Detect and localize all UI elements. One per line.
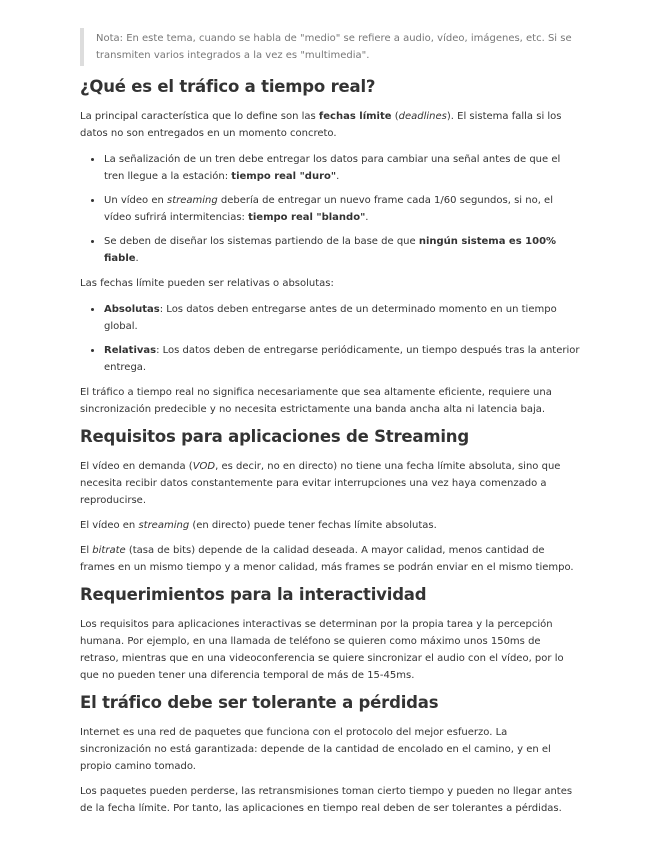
note-blockquote (80, 28, 581, 66)
text-run: Se deben de diseñar los sistemas partiendo de la base de que (104, 236, 419, 247)
text-run: (en directo) puede tener fechas límite absolutas. (189, 520, 437, 531)
realtime-intro-paragraph (80, 108, 581, 142)
note-text: Nota: En este tema, cuando se habla de "medio" se refiere a audio, vídeo, imágenes, etc. Si se transmiten varios integrados a la vez es "multimedia". (96, 33, 572, 61)
bold-hard-realtime: tiempo real "duro" (231, 171, 337, 182)
text-run: : Los datos deben entregarse antes de un determinado momento en un tiempo global. (104, 304, 557, 332)
text-run: . (135, 253, 139, 264)
realtime-closing-paragraph: El tráfico a tiempo real no significa necesariamente que sea altamente eficiente, requiere una sincronización predecible y no necesita estrictamente una banda ancha alta ni latencia baja. (80, 387, 552, 415)
internet-paragraph: Internet es una red de paquetes que funciona con el protocolo del mejor esfuerzo. La sincronización no está garantizada: depende de la cantidad de encolado en el camino, y en el propio camino tomado. (80, 727, 551, 772)
text-run: : Los datos deben de entregarse periódicamente, un tiempo después tras la anterior entrega. (104, 345, 580, 373)
text-run: La señalización de un tren debe entregar los datos para cambiar una señal antes de que el tren llegue a la estación: (104, 154, 561, 182)
bold-no-system-reliable: ningún sistema es 100% fiable (104, 236, 557, 264)
italic-vod: VOD (192, 461, 216, 472)
italic-streaming: streaming (167, 195, 218, 206)
bold-relativas: Relativas (104, 345, 157, 356)
section-title-realtime: ¿Qué es el tráfico a tiempo real? (80, 77, 376, 96)
live-streaming-paragraph (80, 517, 581, 534)
bold-fechas-limite: fechas límite (318, 111, 392, 122)
packet-loss-paragraph: Los paquetes pueden perderse, las retransmisiones toman cierto tiempo y pueden no llegar antes de la fecha límite. Por tanto, las aplicaciones en tiempo real deben de ser tolerantes a pérdidas. (80, 786, 573, 814)
list-item (104, 191, 581, 226)
text-run: Un vídeo en (104, 195, 167, 206)
text-run: ( (391, 111, 399, 122)
text-run: ). El sistema falla si los datos no son entregados en un momento concreto. (80, 111, 562, 139)
text-run: El (80, 545, 93, 556)
interactivity-paragraph: Los requisitos para aplicaciones interactivas se determinan por la propia tarea y la percepción humana. Por ejemplo, en una llamada de teléfono se quieren como máximo unos 150ms de retraso, mientras que en una videoconferencia se quiere sincronizar el audio con el vídeo, por lo que no pueden tener una diferencia temporal de más de 15-45ms. (80, 619, 564, 681)
deadline-types-intro: Las fechas límite pueden ser relativas o absolutas: (80, 278, 334, 289)
text-run: El vídeo en (80, 520, 139, 531)
deadline-types-list (80, 300, 581, 376)
list-item (104, 341, 581, 376)
text-run: (tasa de bits) depende de la calidad deseada. A mayor calidad, menos cantidad de frames en un mismo tiempo y a menor calidad, más frames se podrán enviar en el mismo tiempo. (80, 545, 574, 573)
list-item (104, 300, 581, 335)
section-title-streaming: Requisitos para aplicaciones de Streaming (80, 427, 469, 446)
italic-bitrate: bitrate (92, 545, 126, 556)
italic-deadlines: deadlines (398, 111, 447, 122)
vod-paragraph (80, 458, 581, 509)
list-item (104, 232, 581, 267)
realtime-examples-list (80, 150, 581, 267)
italic-streaming: streaming (138, 520, 190, 531)
text-run: El vídeo en demanda ( (80, 461, 193, 472)
bold-absolutas: Absolutas (104, 304, 160, 315)
text-run: . (365, 212, 369, 223)
text-run: La principal característica que lo define son las (80, 111, 319, 122)
text-run: , es decir, no en directo) no tiene una fecha límite absoluta, sino que necesita recibir datos constantemente para evitar interrupciones una vez haya comenzado a reproducirse. (80, 461, 561, 506)
bold-soft-realtime: tiempo real "blando" (248, 212, 366, 223)
list-item (104, 150, 581, 185)
text-run: . (336, 171, 340, 182)
section-title-loss-tolerance: El tráfico debe ser tolerante a pérdidas (80, 693, 439, 712)
text-run: debería de entregar un nuevo frame cada 1/60 segundos, si no, el vídeo sufrirá intermitencias: (104, 195, 553, 223)
section-title-interactivity: Requerimientos para la interactividad (80, 585, 427, 604)
bitrate-paragraph (80, 542, 581, 576)
